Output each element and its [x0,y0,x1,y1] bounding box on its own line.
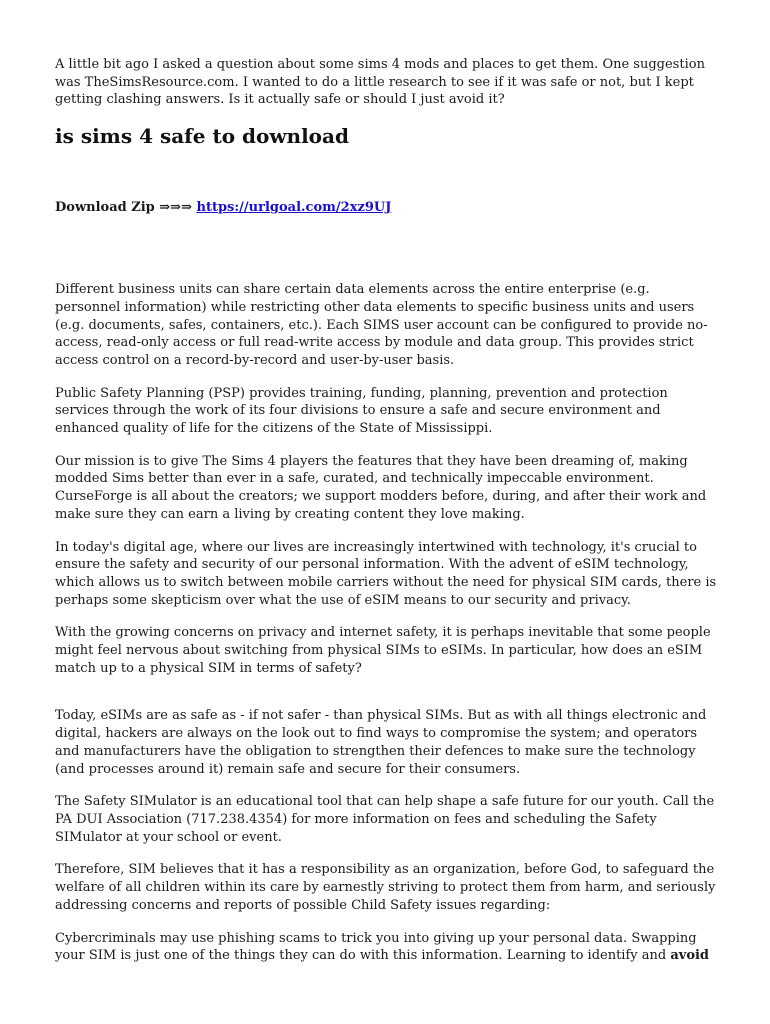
page-title: is sims 4 safe to download [55,124,349,149]
paragraph-child-safety: Therefore, SIM believes that it has a responsibility as an organization, before God, to safeguard the welfare of all children within its care by earnestly striving to protect them from harm, and seriously addressing concerns and reports of possible Child Safety issues regarding: [55,862,716,913]
paragraph-esim-safety: Today, eSIMs are as safe as - if not safer - than physical SIMs. But as with all things electronic and digital, hackers are always on the look out to find ways to compromise the system; and operators and manufacturers have the obligation to strengthen their defences to make sure the technology (and processes around it) remain safe and secure for their consumers. [55,708,707,777]
paragraph-digital-age: In today's digital age, where our lives are increasingly intertwined with technology, it's crucial to ensure the safety and security of our personal information. With the advent of eSIM technology, which allows us to switch between mobile carriers without the need for physical SIM cards, there is perhaps some skepticism over what the use of eSIM means to our security and privacy. [55,539,717,608]
download-link[interactable]: https://urlgoal.com/2xz9UJ [196,200,392,216]
intro-paragraph: A little bit ago I asked a question about some sims 4 mods and places to get them. One suggestion was TheSimsResource.com. I wanted to do a little research to see if it was safe or not, but I kept getting clashing answers. Is it actually safe or should I just avoid it? [55,57,705,108]
paragraph-privacy-concerns: With the growing concerns on privacy and internet safety, it is perhaps inevitable that some people might feel nervous about switching from physical SIMs to eSIMs. In particular, how does an eSIM match up to a physical SIM in terms of safety? [55,625,711,676]
cybercriminals-text: Cybercriminals may use phishing scams to trick you into giving up your personal data. Swapping your SIM is just one of the things they can do with this information. Learning to identify and [55,930,697,964]
paragraph-safety-simulator: The Safety SIMulator is an educational tool that can help shape a safe future for our youth. Call the PA DUI Association (717.238.4354) for more information on fees and scheduling the Safety SIMulator at your school or event. [55,794,715,845]
paragraph-business-units: Different business units can share certain data elements across the entire enterprise (e.g. personnel information) while restricting other data elements to specific business units and users (e.g. documents, safes, containers, etc.). Each SIMS user account can be configured to provide no-access, read-only access or full read-write access by module and data group. This provides strict access control on a record-by-record and user-by-user basis. [55,282,708,368]
paragraph-public-safety: Public Safety Planning (PSP) provides training, funding, planning, prevention and protection services through the work of its four divisions to ensure a safe and secure environment and enhanced quality of life for the citizens of the State of Mississippi. [55,385,668,437]
cybercriminals-bold-tail: avoid [670,948,710,964]
article-body [55,281,717,965]
paragraph-cybercriminals [55,930,717,965]
document-page [55,56,717,980]
download-line [55,199,717,216]
paragraph-mission: Our mission is to give The Sims 4 players the features that they have been dreaming of, making modded Sims better than ever in a safe, curated, and technically impeccable environment. CurseForge is all about the creators; we support modders before, during, and after their work and make sure they can earn a living by creating content they love making. [55,453,707,522]
download-label: Download Zip ⇒⇒⇒ [55,200,192,216]
